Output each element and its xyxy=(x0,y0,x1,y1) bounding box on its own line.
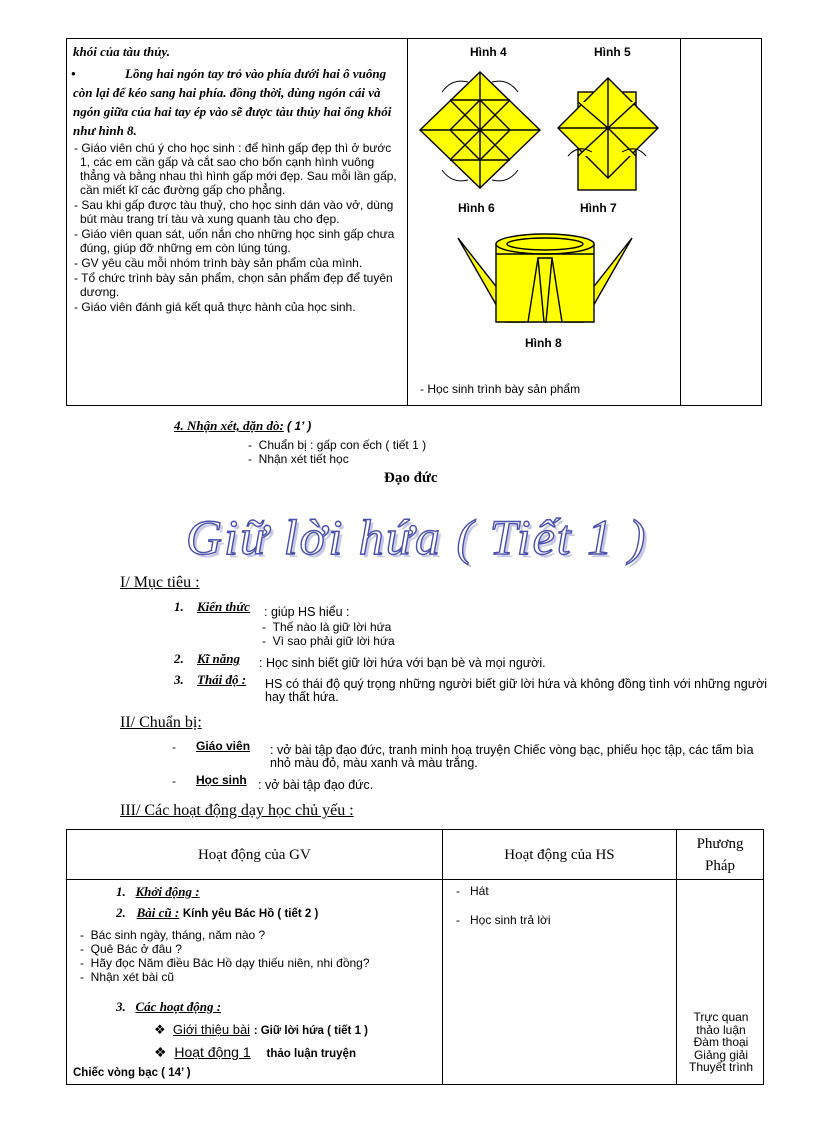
fig-label-h6: Hình 6 xyxy=(458,201,495,215)
note-item: - Sau khi gấp được tàu thuỷ, cho học sinh dán vào vở, dùng bút màu trang trí tàu và xung quanh tàu cho đẹp. xyxy=(74,198,394,226)
diamond-bullet-icon: ❖ xyxy=(154,1044,167,1060)
bullet-dot: • xyxy=(71,66,76,81)
methods-list xyxy=(679,1011,763,1074)
objectives-heading: I/ Mục tiêu : xyxy=(120,574,200,591)
prep-gv-dash: - xyxy=(172,740,176,754)
knowledge-item: - Thế nào là giữ lời hứa xyxy=(262,620,392,634)
method-item: Giảng giải xyxy=(693,1047,749,1062)
method-item: Đàm thoại xyxy=(693,1035,749,1049)
fig-label-h8: Hình 8 xyxy=(525,336,562,350)
step2: 2. Bài cũ : Kính yêu Bác Hồ ( tiết 2 ) xyxy=(116,905,319,920)
step3: 3. Các hoạt động : xyxy=(116,999,222,1014)
left-bullet-text: Lồng hai ngón tay trỏ vào phía dưới hai ô vuông còn lại để kéo sang hai phía. đồng thời, dùng ngón cái và ngón giữa của hai tay ép vào sẽ được tàu thủy hai ống khói như hình 8. xyxy=(73,66,392,138)
question-item: - Hãy đọc Năm điều Bác Hồ dạy thiếu niên, nhi đồng? xyxy=(80,956,370,970)
prep-heading: II/ Chuẩn bị: xyxy=(120,714,202,731)
left-bullet xyxy=(73,64,403,140)
section4-heading: 4. Nhận xét, dặn dò: ( 1’ ) xyxy=(174,418,312,433)
note-item: - GV yêu cầu mỗi nhóm trình bày sản phẩm của mình. xyxy=(74,256,363,270)
knowledge-text: : giúp HS hiểu : xyxy=(264,605,350,619)
origami-figure-8 xyxy=(450,222,640,332)
attitude-num: 3. xyxy=(174,672,184,687)
origami-figure-4 xyxy=(412,66,548,192)
prep-hs-label: Học sinh xyxy=(196,773,247,787)
note-item: - Giáo viên chú ý cho học sinh : để hình gấp đẹp thì ở bước 1, các em cần gấp và cắt sao cho bốn cạnh hình vuông thẳng và bằng nhau thì hình gấp mới đẹp. Sau mỗi lần gấp, cần miết kĩ các đường gấp cho phẳng. xyxy=(74,141,397,197)
section4-list xyxy=(240,438,540,466)
question-item: - Bác sinh ngày, tháng, năm nào ? xyxy=(80,928,266,942)
right-note: - Học sinh trình bày sản phẩm xyxy=(420,382,581,396)
section4-item: - Nhận xét tiết học xyxy=(248,452,349,466)
activity1-continuation: Chiếc vòng bạc ( 14’ ) xyxy=(73,1067,191,1079)
activities-heading: III/ Các hoạt động dạy học chủ yếu : xyxy=(120,802,354,819)
skill-text: : Học sinh biết giữ lời hứa với bạn bè và mọi người. xyxy=(259,656,546,670)
question-item: - Nhận xét bài cũ xyxy=(80,970,175,984)
skill-num: 2. xyxy=(174,651,184,666)
note-item: - Giáo viên quan sát, uốn nắn cho những học sinh gấp chưa đúng, giúp đỡ những em còn lúng túng. xyxy=(74,227,395,255)
prep-gv-label: Giáo viên xyxy=(196,739,251,753)
note-item: - Giáo viên đánh giá kết quả thực hành của học sinh. xyxy=(74,300,356,314)
col-hs-header: Hoạt động của HS xyxy=(442,830,676,880)
col-pp-header: Phương Pháp xyxy=(677,830,764,880)
diamond-bullet-icon: ❖ xyxy=(154,1022,166,1037)
activity1-item: ❖ Hoạt động 1 thảo luận truyện xyxy=(154,1044,356,1060)
hs-cell xyxy=(442,880,676,1085)
prep-gv-text: : vở bài tập đạo đức, tranh minh hoạ truyện Chiếc vòng bạc, phiếu học tập, các tấm bìa nhỏ màu đỏ, màu xanh và màu trắng. xyxy=(270,743,754,770)
left-notes xyxy=(74,141,402,370)
fig-label-h7: Hình 7 xyxy=(580,201,617,215)
top-right-cell xyxy=(681,39,762,406)
skill-label: Kĩ năng xyxy=(197,651,240,666)
attitude-label: Thái độ : xyxy=(197,672,247,687)
question-list xyxy=(80,928,442,998)
section4-item: - Chuẩn bị : gấp con ếch ( tiết 1 ) xyxy=(248,438,427,452)
hs-item: - Hát xyxy=(456,884,489,898)
fig-label-h5: Hình 5 xyxy=(594,45,631,59)
hs-item: - Học sinh trả lời xyxy=(456,913,551,927)
question-item: - Quê Bác ở đâu ? xyxy=(80,942,182,956)
note-item: - Tổ chức trình bày sản phẩm, chọn sản phẩm đẹp để tuyên dương. xyxy=(74,271,393,299)
step1: 1. Khởi động : xyxy=(116,884,200,899)
method-item: Trực quan xyxy=(693,1010,749,1024)
fig-label-h4: Hình 4 xyxy=(470,45,507,59)
knowledge-list xyxy=(262,620,462,650)
left-heading: khói của tàu thủy. xyxy=(73,44,171,59)
knowledge-num: 1. xyxy=(174,599,184,614)
origami-figure-5 xyxy=(548,66,668,192)
lesson-title: Giữ lời hứa ( Tiết 1 ) xyxy=(186,509,648,565)
attitude-text: HS có thái độ quý trọng những người biết giữ lời hứa và không đồng tình với những người hay thất hứa. xyxy=(265,677,768,704)
knowledge-item: - Vì sao phải giữ lời hứa xyxy=(262,634,395,648)
method-item: Thuyết trình xyxy=(688,1060,754,1074)
prep-hs-text: : vở bài tập đạo đức. xyxy=(258,778,374,792)
method-item: thảo luận xyxy=(696,1022,746,1037)
intro-item: ❖ Giới thiệu bài : Giữ lời hứa ( tiết 1 ) xyxy=(154,1022,368,1037)
col-gv-header: Hoạt động của GV xyxy=(67,830,443,880)
subject-heading: Đạo đức xyxy=(384,470,438,486)
knowledge-label: Kiến thức xyxy=(197,599,250,614)
prep-hs-dash: - xyxy=(172,774,176,788)
